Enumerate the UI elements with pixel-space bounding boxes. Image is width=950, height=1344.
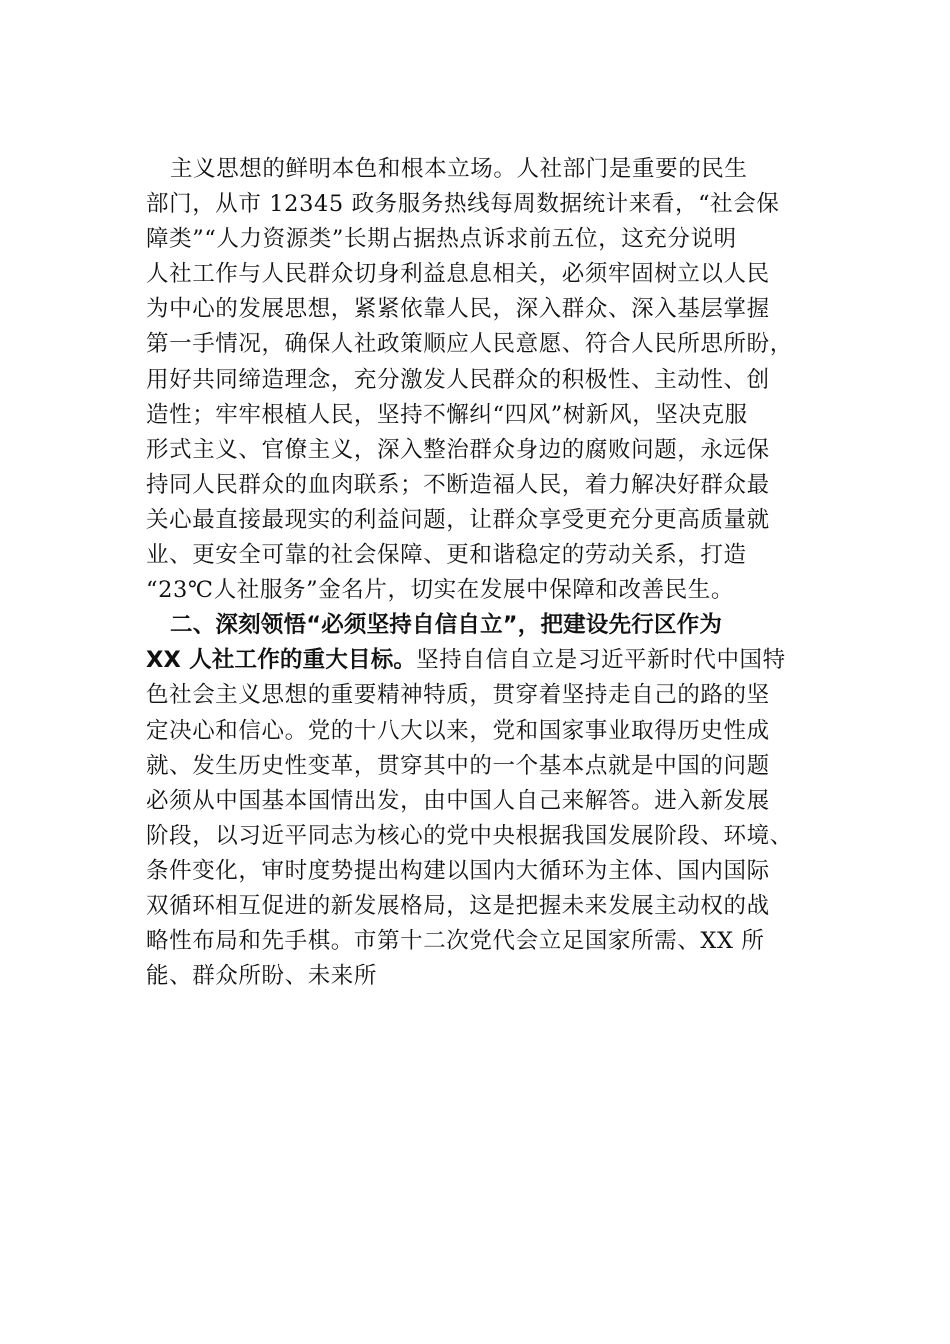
text-line: 色社会主义思想的重要精神特质，贯穿着坚持走自己的路的坚 (146, 682, 770, 709)
text-line: 人社工作与人民群众切身利益息息相关，必须牢固树立以人民 (146, 261, 770, 288)
text-fragment: 坚持自信自立是习近平新时代中国特 (416, 647, 786, 674)
text-line: 条件变化，审时度势提出构建以国内大循环为主体、国内国际 (146, 857, 770, 884)
text-line: 用好共同缔造理念，充分激发人民群众的积极性、主动性、创 (146, 366, 770, 393)
text-line: “23℃人社服务”金名片，切实在发展中保障和改善民生。 (146, 577, 735, 604)
text-line: 第一手情况，确保人社政策顺应人民意愿、符合人民所思所盼， (146, 331, 793, 358)
body-text (146, 152, 826, 994)
text-line: 障类”“人力资源类”长期占据热点诉求前五位，这充分说明 (146, 226, 737, 253)
text-line: 必须从中国基本国情出发，由中国人自己来解答。进入新发展 (146, 787, 770, 814)
text-line: 形式主义、官僚主义，深入整治群众身边的腐败问题，永远保 (146, 436, 770, 463)
text-line: 部门，从市 12345 政务服务热线每周数据统计来看，“社会保 (146, 191, 780, 218)
text-line: 能、群众所盼、未来所 (146, 963, 378, 990)
text-line: 略性布局和先手棋。市第十二次党代会立足国家所需、XX 所 (146, 928, 765, 955)
section-heading-continued: XX 人社工作的重大目标。 (146, 647, 417, 674)
section-heading: 二、深刻领悟“必须坚持自信自立”，把建设先行区作为 (170, 612, 723, 639)
text-line: 主义思想的鲜明本色和根本立场。人社部门是重要的民生 (170, 156, 748, 182)
text-line: 双循环相互促进的新发展格局，这是把握未来发展主动权的战 (146, 892, 770, 919)
text-line: 就、发生历史性变革，贯穿其中的一个基本点就是中国的问题 (146, 752, 770, 779)
text-line (146, 643, 826, 678)
text-line: 持同人民群众的血肉联系；不断造福人民，着力解决好群众最 (146, 471, 770, 498)
text-line: 业、更安全可靠的社会保障、更和谐稳定的劳动关系，打造 (146, 542, 747, 569)
text-line: 定决心和信心。党的十八大以来，党和国家事业取得历史性成 (146, 717, 770, 744)
text-line: 关心最直接最现实的利益问题，让群众享受更充分更高质量就 (146, 506, 770, 533)
text-line: 造性；牢牢根植人民，坚持不懈纠“四风”树新风，坚决克服 (146, 401, 748, 428)
text-line: 为中心的发展思想，紧紧依靠人民，深入群众、深入基层掌握 (146, 296, 770, 323)
text-line: 阶段，以习近平同志为核心的党中央根据我国发展阶段、环境、 (146, 822, 793, 849)
